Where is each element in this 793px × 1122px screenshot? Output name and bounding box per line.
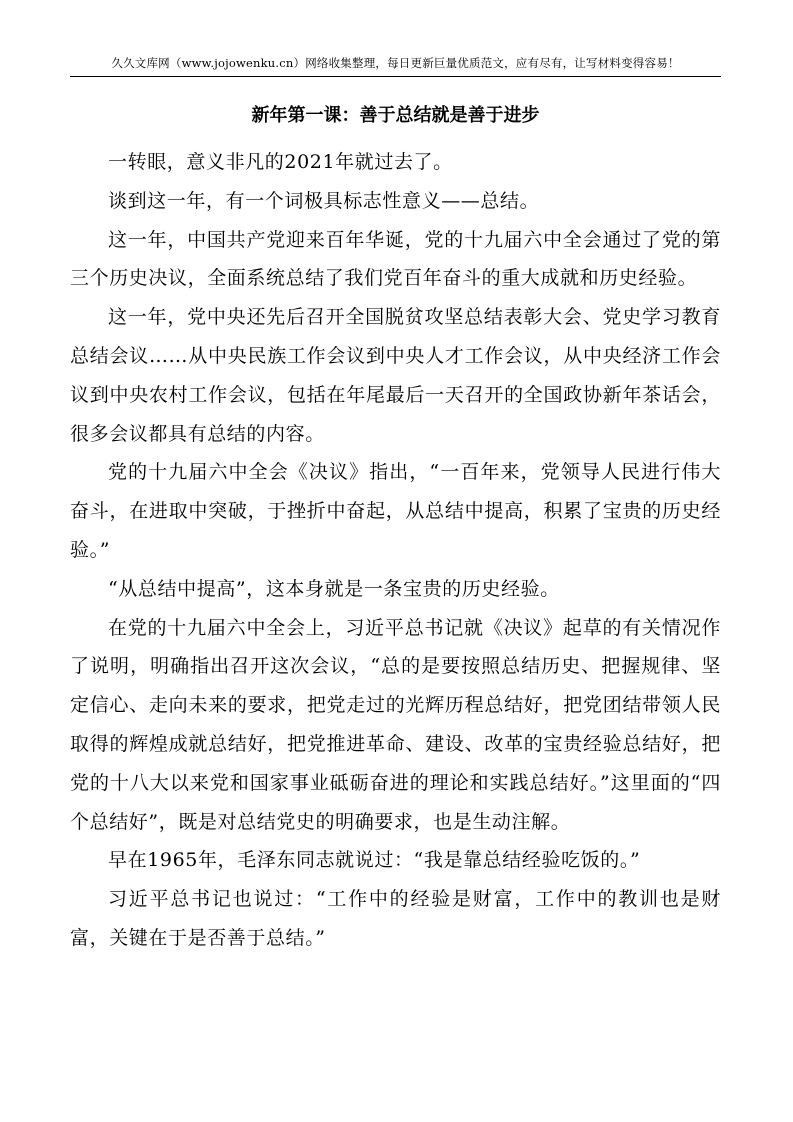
paragraph: 在党的十九届六中全会上，习近平总书记就《决议》起草的有关情况作了说明，明确指出召开这次会议，“总的是要按照总结历史、把握规律、坚定信心、走向未来的要求，把党走过的光辉历程总结好，把党团结带领人民取得的辉煌成就总结好，把党推进革命、建设、改革的宝贵经验总结好，把党的十八大以来党和国家事业砥砺奋进的理论和实践总结好。”这里面的“四个总结好”，既是对总结党史的明确要求，也是生动注解。 [70, 616, 721, 833]
page-header: 久久文库网（www.jojowenku.cn）网络收集整理，每日更新巨量优质范文，应有尽有，让写材料变得容易！ [70, 56, 721, 77]
document-body [70, 143, 721, 958]
paragraph: 党的十九届六中全会《决议》指出，“一百年来，党领导人民进行伟大奋斗，在进取中突破，于挫折中奋起，从总结中提高，积累了宝贵的历史经验。” [70, 461, 721, 561]
paragraph: “从总结中提高”，这本身就是一条宝贵的历史经验。 [108, 577, 560, 600]
paragraph: 谈到这一年，有一个词极具标志性意义——总结。 [108, 189, 540, 212]
paragraph: 早在1965年，毛泽东同志就说过：“我是靠总结经验吃饭的。” [108, 849, 641, 872]
paragraph: 这一年，党中央还先后召开全国脱贫攻坚总结表彰大会、党史学习教育总结会议……从中央民族工作会议到中央人才工作会议，从中央经济工作会议到中央农村工作会议，包括在年尾最后一天召开的全国政协新年茶话会，很多会议都具有总结的内容。 [70, 306, 721, 445]
paragraph: 这一年，中国共产党迎来百年华诞，党的十九届六中全会通过了党的第三个历史决议，全面系统总结了我们党百年奋斗的重大成就和历史经验。 [70, 228, 721, 290]
paragraph: 一转眼，意义非凡的2021年就过去了。 [108, 151, 453, 173]
paragraph: 习近平总书记也说过：“工作中的经验是财富，工作中的教训也是财富，关键在于是否善于总结。” [70, 888, 721, 949]
document-title: 新年第一课：善于总结就是善于进步 [251, 105, 540, 126]
